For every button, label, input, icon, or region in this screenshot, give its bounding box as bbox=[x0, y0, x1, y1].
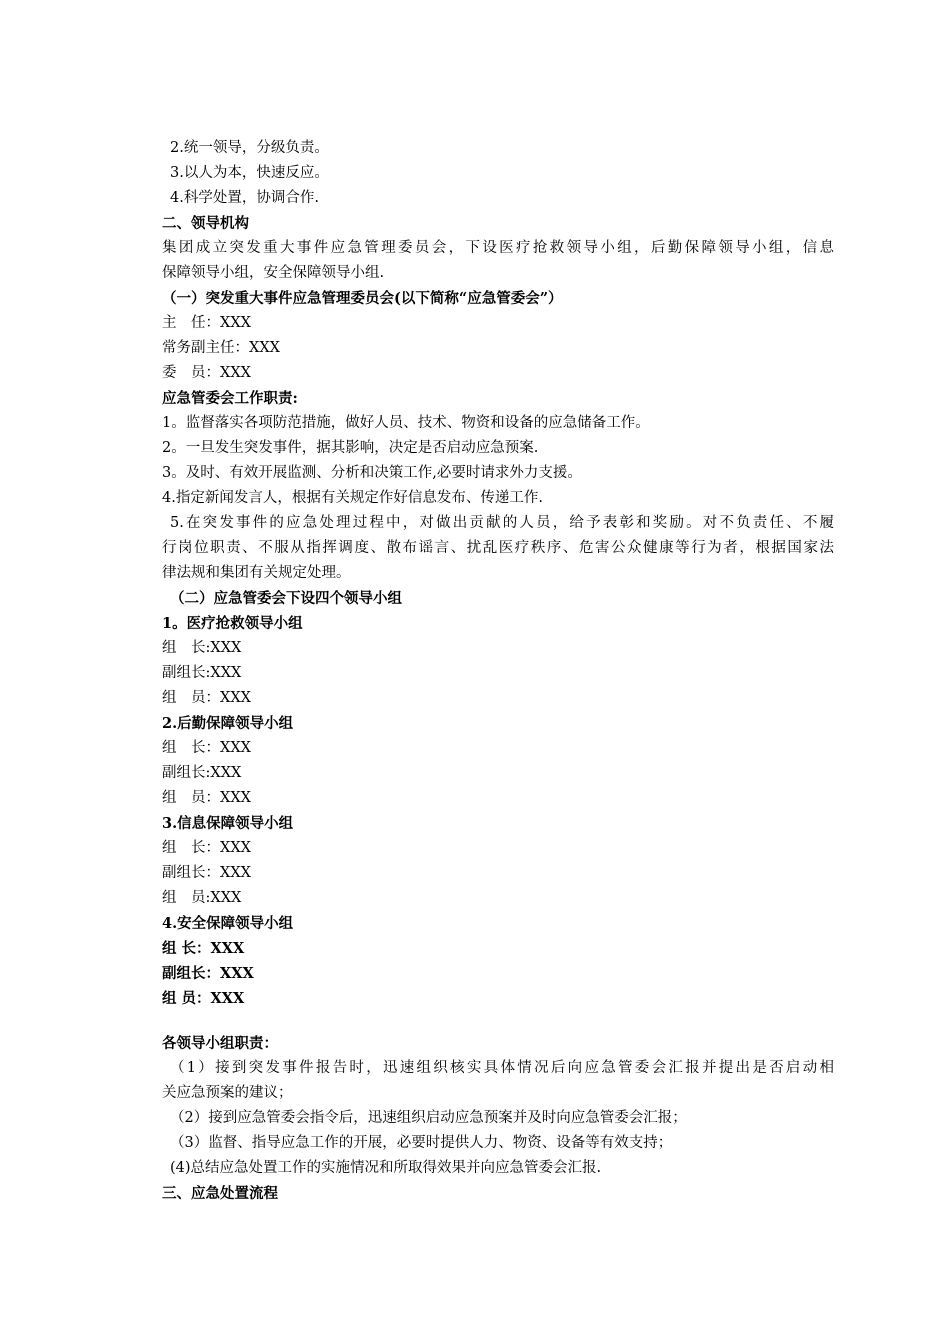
group-heading-medical: 1。医疗抢救领导小组 bbox=[162, 615, 303, 632]
principle-item: 2.统一领导，分级负责。 bbox=[170, 140, 329, 156]
group-members: 组 员:XXX bbox=[162, 890, 242, 906]
group-deputy-leader: 副组长:XXX bbox=[162, 765, 242, 781]
group-duty-item: (4)总结应急处置工作的实施情况和所取得效果并向应急管委会汇报. bbox=[170, 1160, 602, 1176]
group-leader: 组 长：XXX bbox=[162, 940, 245, 957]
duty-item: 1。监督落实各项防范措施，做好人员、技术、物资和设备的应急储备工作。 bbox=[162, 415, 650, 431]
principle-item: 4.科学处置，协调合作. bbox=[170, 190, 319, 206]
group-members: 组 员：XXX bbox=[162, 790, 251, 806]
member-line-deputy: 常务副主任：XXX bbox=[162, 340, 280, 356]
duties-heading: 应急管委会工作职责: bbox=[162, 390, 298, 407]
duty-item: 4.指定新闻发言人，根据有关规定作好信息发布、传递工作. bbox=[162, 490, 543, 506]
group-members: 组 员：XXX bbox=[162, 690, 251, 706]
group-duties-heading: 各领导小组职责： bbox=[162, 1035, 278, 1052]
paragraph-line: 集团成立突发重大事件应急管理委员会，下设医疗抢救领导小组，后勤保障领导小组，信息 bbox=[162, 240, 834, 256]
duty-item: 5.在突发事件的应急处理过程中，对做出贡献的人员，给予表彰和奖励。对不负责任、不履 bbox=[170, 515, 834, 531]
duty-item-continued: 律法规和集团有关规定处理。 bbox=[162, 565, 351, 581]
subsection-heading-committee: （一）突发重大事件应急管理委员会(以下简称“应急管委会”） bbox=[162, 290, 563, 307]
section-heading-leadership: 二、领导机构 bbox=[162, 215, 249, 232]
group-heading-logistics: 2.后勤保障领导小组 bbox=[162, 715, 294, 732]
group-members: 组 员：XXX bbox=[162, 990, 245, 1007]
paragraph-line: 保障领导小组，安全保障领导小组. bbox=[162, 265, 385, 281]
group-duty-item: （3）监督、指导应急工作的开展，必要时提供人力、物资、设备等有效支持； bbox=[170, 1135, 673, 1151]
group-heading-security: 4.安全保障领导小组 bbox=[162, 915, 294, 932]
subsection-heading-groups: （二）应急管委会下设四个领导小组 bbox=[170, 590, 402, 607]
duty-item-continued: 行岗位职责、不服从指挥调度、散布谣言、扰乱医疗秩序、危害公众健康等行为者，根据国家法 bbox=[162, 540, 834, 556]
group-leader: 组 长：XXX bbox=[162, 840, 251, 856]
duty-item: 3。及时、有效开展监测、分析和决策工作,必要时请求外力支援。 bbox=[162, 465, 582, 481]
group-deputy-leader: 副组长:XXX bbox=[162, 665, 242, 681]
group-deputy-leader: 副组长：XXX bbox=[162, 865, 251, 881]
principle-item: 3.以人为本，快速反应。 bbox=[170, 165, 329, 181]
group-deputy-leader: 副组长：XXX bbox=[162, 965, 254, 982]
group-duty-item-continued: 关应急预案的建议； bbox=[162, 1085, 293, 1101]
duty-item: 2。一旦发生突发事件，据其影响，决定是否启动应急预案. bbox=[162, 440, 539, 456]
group-duty-item: （1）接到突发事件报告时，迅速组织核实具体情况后向应急管委会汇报并提出是否启动相 bbox=[170, 1060, 834, 1076]
member-line-director: 主 任：XXX bbox=[162, 315, 251, 331]
member-line-members: 委 员：XXX bbox=[162, 365, 251, 381]
group-duty-item: （2）接到应急管委会指令后，迅速组织启动应急预案并及时向应急管委会汇报； bbox=[170, 1110, 687, 1126]
section-heading-procedure: 三、应急处置流程 bbox=[162, 1185, 278, 1202]
group-leader: 组 长：XXX bbox=[162, 740, 251, 756]
group-leader: 组 长:XXX bbox=[162, 640, 242, 656]
group-heading-information: 3.信息保障领导小组 bbox=[162, 815, 294, 832]
